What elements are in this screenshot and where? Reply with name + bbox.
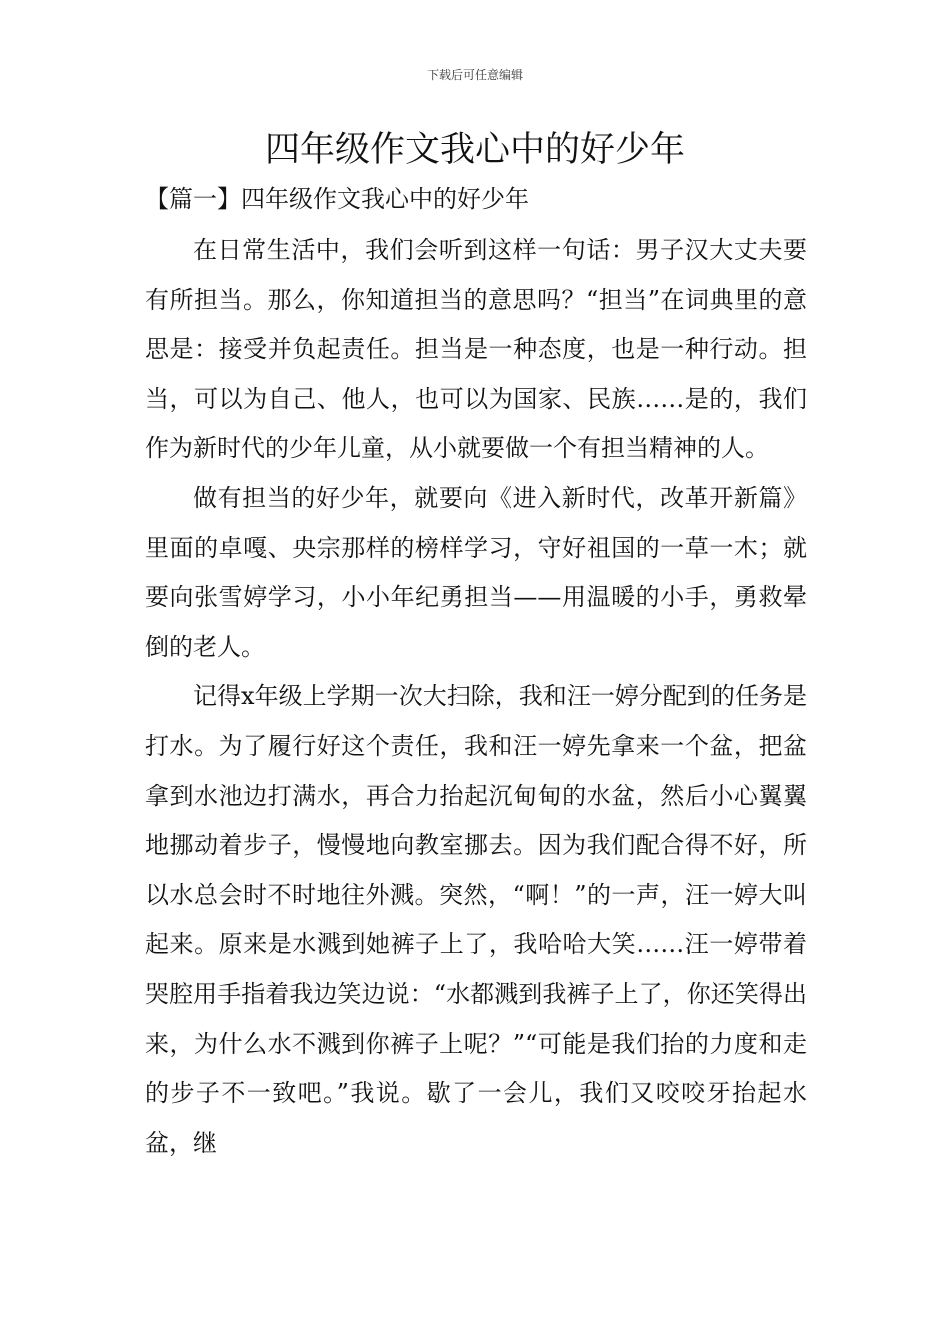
paragraph-3: 记得x年级上学期一次大扫除，我和汪一婷分配到的任务是打水。为了履行好这个责任，我和汪一婷先拿来一个盆，把盆拿到水池边打满水，再合力抬起沉甸甸的水盆，然后小心翼翼地挪动着步子，慢慢地向教室挪去。因为我们配合得不好，所以水总会时不时地往外溅。突然，“啊！”的一声，汪一婷大叫起来。原来是水溅到她裤子上了，我哈哈大笑……汪一婷带着哭腔用手指着我边笑边说：“水都溅到我裤子上了，你还笑得出来，为什么水不溅到你裤子上呢？”“可能是我们抬的力度和走的步子不一致吧。”我说。歇了一会儿，我们又咬咬牙抬起水盆，继 [145, 682, 807, 1157]
paragraph-1: 在日常生活中，我们会听到这样一句话：男子汉大丈夫要有所担当。那么，你知道担当的意思吗？“担当”在词典里的意思是：接受并负起责任。担当是一种态度，也是一种行动。担当，可以为自己、他人，也可以为国家、民族……是的，我们作为新时代的少年儿童，从小就要做一个有担当精神的人。 [145, 236, 807, 463]
document-title: 四年级作文我心中的好少年 [264, 130, 685, 170]
body-text [145, 226, 807, 1168]
section-heading: 【篇一】四年级作文我心中的好少年 [145, 185, 529, 213]
header-note: 下载后可任意编辑 [426, 68, 523, 82]
paragraph-2: 做有担当的好少年，就要向《进入新时代，改革开新篇》里面的卓嘎、央宗那样的榜样学习，守好祖国的一草一木；就要向张雪婷学习，小小年纪勇担当——用温暖的小手，勇救晕倒的老人。 [145, 483, 807, 661]
